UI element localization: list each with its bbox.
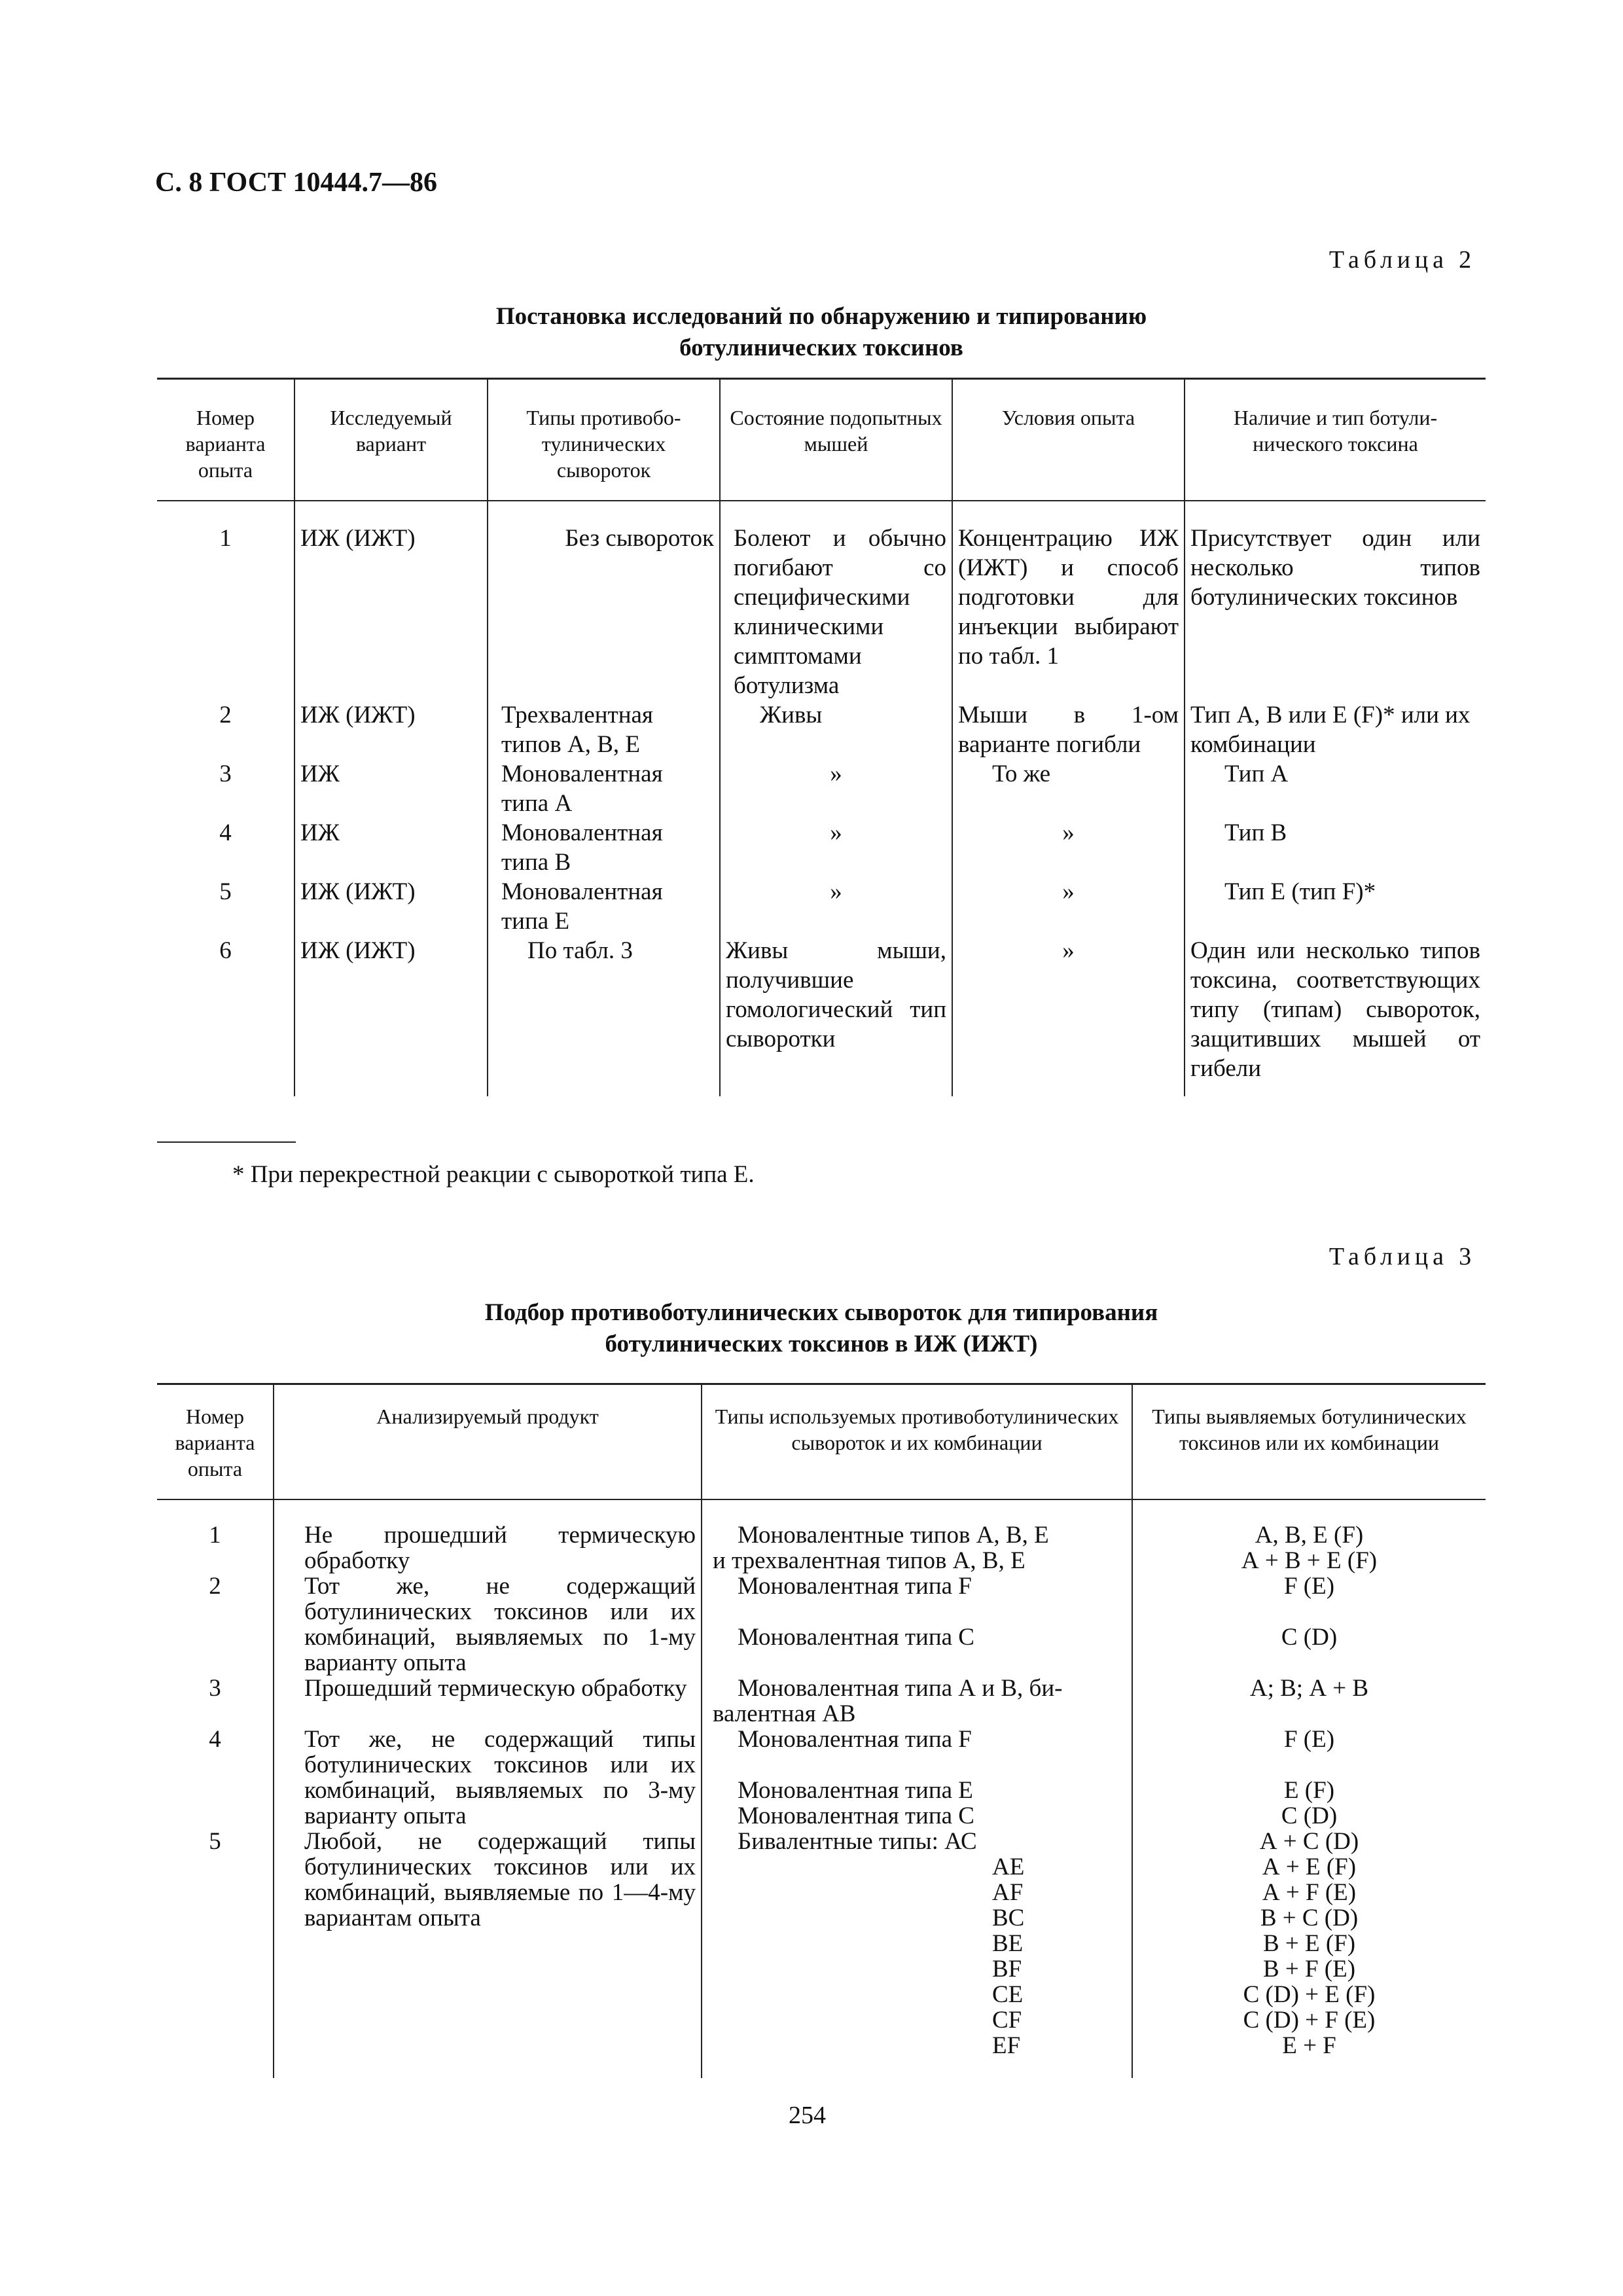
toxin-line: Е + F: [1282, 2032, 1336, 2059]
toxin-line: F (Е): [1283, 1573, 1335, 1600]
table3-title: [157, 1297, 1486, 1360]
cell-serum: Трехвалентная типов А, В, Е: [488, 700, 720, 759]
cell-number: 2: [209, 1573, 221, 1600]
cell-conditions: Концентрацию ИЖ (ИЖТ) и способ подготовки для инъекции выбирают по табл. 1: [952, 501, 1185, 700]
cell-toxins: [1132, 1499, 1486, 1573]
cell-toxins: [1132, 1573, 1486, 1676]
table2-label: Таблица 2: [1329, 246, 1476, 274]
toxin-line: А + В + Е (F): [1241, 1547, 1378, 1574]
cell-sera: [702, 1499, 1132, 1573]
cell-toxins: [1132, 1676, 1486, 1727]
cell-toxin: Один или несколько типов токсина, соответствующих типу (типам) сывороток, защитивших мышей от гибели: [1185, 936, 1486, 1096]
cell-conditions: Мыши в 1-ом варианте погибли: [952, 700, 1185, 759]
toxin-line: В + Е (F): [1262, 1930, 1356, 1957]
sera-spacer: [707, 1599, 1126, 1624]
table-row: [157, 759, 1486, 818]
cell-mice-state: Живы мыши, получившие гомологический тип сыворотки: [720, 936, 952, 1096]
cell-sera: [702, 1573, 1132, 1676]
sera-line: Моновалентная типа С: [738, 1803, 974, 1829]
cell-toxin: Тип Е (тип F)*: [1185, 877, 1486, 936]
cell-number: 5: [209, 1828, 221, 1855]
table3-header-row: [157, 1384, 1486, 1500]
footnote-divider: [157, 1141, 296, 1143]
toxin-line: А + F (Е): [1262, 1879, 1357, 1906]
toxin-line: Е (F): [1283, 1777, 1335, 1804]
cell-product: Тот же, не содержащий типы ботулинических токсинов или их комбинаций, выявляемых по 3-му варианту опыта: [274, 1727, 702, 1829]
table3-col-header: Типы выявляемых ботулинических токсинов или их комбинации: [1132, 1384, 1486, 1500]
sera-line: Моновалентная типа А и В, би-: [738, 1675, 1063, 1702]
table3-col-header: Типы используемых противоботулинических сывороток и их комбинации: [702, 1384, 1132, 1500]
cell-serum: Моновалентная типа В: [488, 818, 720, 877]
cell-variant: ИЖ (ИЖТ): [294, 700, 488, 759]
table-row: [157, 936, 1486, 1096]
cell-number: 4: [209, 1726, 221, 1753]
table-row: [157, 700, 1486, 759]
table3-col-header: Анализируемый продукт: [274, 1384, 702, 1500]
cell-mice-state: Живы: [720, 700, 952, 759]
sera-line: Бивалентные типы: АС: [738, 1828, 977, 1855]
cell-variant: ИЖ: [294, 759, 488, 818]
cell-toxin: Тип В: [1185, 818, 1486, 877]
cell-variant: ИЖ (ИЖТ): [294, 501, 488, 700]
toxin-line: С (D): [1281, 1624, 1338, 1651]
table2-title-line2: ботулинических токсинов: [679, 334, 963, 361]
table-row: [157, 501, 1486, 700]
cell-toxin: Тип А, В или Е (F)* или их комбинации: [1185, 700, 1486, 759]
table2: [157, 378, 1486, 1096]
table2-col-header: Типы противобо-тулинических сывороток: [488, 379, 720, 501]
sera-line: СЕ: [992, 1981, 1024, 2008]
cell-serum: Без сывороток: [488, 501, 720, 700]
sera-line: и трехвалентная типов А, В, Е: [713, 1547, 1026, 1574]
table2-col-header: Исследуемый вариант: [294, 379, 488, 501]
sera-line: EF: [992, 2032, 1021, 2059]
cell-number: 3: [209, 1675, 221, 1702]
toxin-line: В + F (Е): [1262, 1956, 1356, 1982]
table2-col-header: Условия опыта: [952, 379, 1185, 501]
cell-sera: [702, 1676, 1132, 1727]
table-row: [157, 1499, 1486, 1573]
sera-line: Моновалентная типа F: [738, 1726, 972, 1753]
cell-mice-state: Болеют и обычно погибают со специфическими клиническими симптомами ботулизма: [720, 501, 952, 700]
cell-number: 5: [219, 878, 232, 905]
table2-col-header: Номер варианта опыта: [185, 406, 266, 482]
sera-line: Моновалентная типа С: [738, 1624, 974, 1651]
sera-line: Моновалентная типа Е: [738, 1777, 973, 1804]
page-number: 254: [789, 2102, 826, 2129]
table-row: [157, 1727, 1486, 1829]
sera-spacer: [707, 1752, 1126, 1778]
toxin-line: С (D) + F (Е): [1243, 2007, 1376, 2034]
sera-line: BE: [992, 1930, 1024, 1957]
cell-product: Не прошедший термическую обработку: [274, 1499, 702, 1573]
cell-toxins: [1132, 1829, 1486, 2078]
cell-conditions: То же: [952, 759, 1185, 818]
table2-col-header: Состояние подопытных мышей: [720, 379, 952, 501]
toxin-spacer: [1138, 1599, 1480, 1624]
table2-title-line1: Постановка исследований по обнаружению и типированию: [495, 303, 1147, 330]
cell-toxin: Присутствует один или несколько типов ботулинических токсинов: [1185, 501, 1486, 700]
cell-variant: ИЖ: [294, 818, 488, 877]
sera-line: валентная АВ: [713, 1700, 856, 1727]
cell-toxin: Тип А: [1185, 759, 1486, 818]
cell-variant: ИЖ (ИЖТ): [294, 936, 488, 1096]
table2-title: [157, 301, 1486, 364]
sera-line: CF: [992, 2007, 1022, 2034]
cell-number: 3: [219, 761, 232, 787]
sera-line: Моновалентные типов А, В, Е: [738, 1522, 1049, 1549]
table-row: [157, 818, 1486, 877]
cell-serum: По табл. 3: [488, 936, 720, 1096]
cell-sera: [702, 1727, 1132, 1829]
document-header: С. 8 ГОСТ 10444.7—86: [155, 168, 438, 198]
toxin-line: С (D) + Е (F): [1243, 1981, 1376, 2008]
table3-title-line2: ботулинических токсинов в ИЖ (ИЖТ): [605, 1331, 1038, 1357]
sera-line: ВС: [992, 1905, 1025, 1931]
cell-sera: [702, 1829, 1132, 2078]
table-row: [157, 1829, 1486, 2078]
table3-title-line1: Подбор противоботулинических сывороток для типирования: [484, 1299, 1158, 1326]
sera-line: АЕ: [992, 1854, 1025, 1880]
cell-variant: ИЖ (ИЖТ): [294, 877, 488, 936]
table3-label: Таблица 3: [1329, 1243, 1476, 1270]
table2-header-row: [157, 379, 1486, 501]
cell-mice-state: »: [720, 877, 952, 936]
table3: [157, 1383, 1486, 2078]
sera-line: Моновалентная типа F: [738, 1573, 972, 1600]
cell-toxins: [1132, 1727, 1486, 1829]
table-row: [157, 877, 1486, 936]
cell-number: 1: [219, 525, 232, 552]
cell-conditions: »: [952, 818, 1185, 877]
cell-number: 6: [219, 937, 232, 964]
cell-product: Любой, не содержащий типы ботулинических токсинов или их комбинаций, выявляемые по 1—4-му вариантам опыта: [274, 1829, 702, 2078]
toxin-line: В + С (D): [1260, 1905, 1359, 1931]
table-row: [157, 1573, 1486, 1676]
cell-conditions: »: [952, 936, 1185, 1096]
cell-product: Прошедший термическую обработку: [274, 1676, 702, 1727]
cell-serum: Моновалентная типа А: [488, 759, 720, 818]
cell-conditions: »: [952, 877, 1185, 936]
cell-mice-state: »: [720, 759, 952, 818]
toxin-spacer: [1138, 1752, 1480, 1778]
toxin-line: А, В, Е (F): [1255, 1522, 1364, 1549]
toxin-line: А + С (D): [1259, 1828, 1359, 1855]
cell-number: 1: [209, 1522, 221, 1549]
footnote-text: * При перекрестной реакции с сывороткой типа Е.: [232, 1161, 755, 1188]
sera-line: AF: [992, 1879, 1024, 1906]
cell-mice-state: »: [720, 818, 952, 877]
toxin-line: С (D): [1281, 1803, 1338, 1829]
sera-line: BF: [992, 1956, 1022, 1982]
cell-product: Тот же, не содержащий ботулинических токсинов или их комбинаций, выявляемых по 1-му варианту опыта: [274, 1573, 702, 1676]
toxin-line: А + Е (F): [1262, 1854, 1357, 1880]
table3-col-header: Номер варианта опыта: [175, 1405, 255, 1480]
toxin-line: А; В; А + В: [1249, 1675, 1369, 1702]
toxin-line: F (Е): [1283, 1726, 1335, 1753]
table-row: [157, 1676, 1486, 1727]
table2-col-header: Наличие и тип ботули-нического токсина: [1185, 379, 1486, 501]
cell-number: 2: [219, 702, 232, 728]
cell-serum: Моновалентная типа Е: [488, 877, 720, 936]
cell-number: 4: [219, 819, 232, 846]
